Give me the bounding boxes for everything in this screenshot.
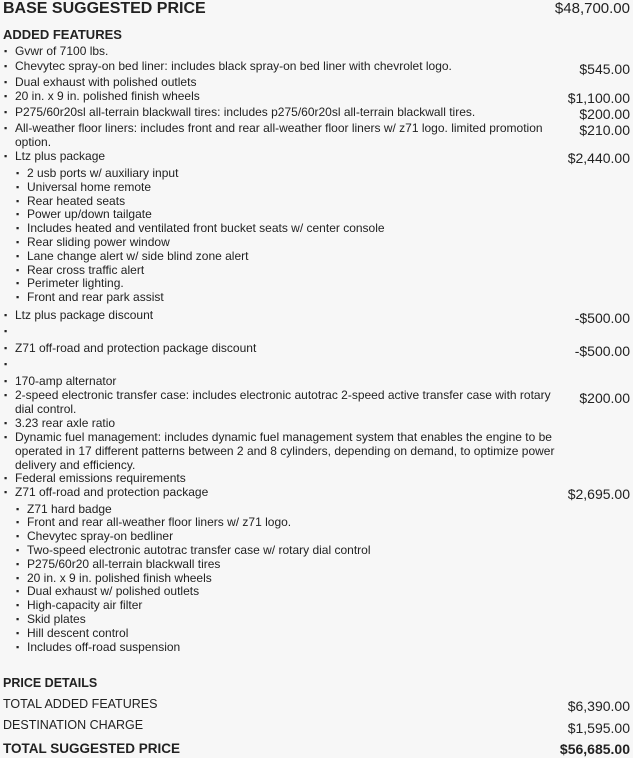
feature-text: Universal home remote (27, 180, 152, 194)
feature-price: -$500.00 (574, 310, 630, 326)
feature-text: High-capacity air filter (27, 598, 143, 612)
feature-item (0, 471, 633, 485)
feature-text: Federal emissions requirements (15, 471, 186, 485)
bullet-icon: ▪ (16, 251, 20, 261)
feature-price: -$500.00 (574, 343, 630, 359)
feature-sub-item (0, 612, 633, 626)
feature-text: All-weather floor liners: includes front and rear all-weather floor liners w/ z71 logo. limited promotion option. (15, 121, 543, 149)
feature-item (0, 416, 633, 430)
feature-text: Hill descent control (27, 626, 129, 640)
feature-sub-item (0, 584, 633, 598)
feature-sub-item (0, 207, 633, 221)
bullet-icon: ▪ (16, 614, 20, 624)
bullet-icon: ▪ (4, 359, 8, 369)
bullet-icon: ▪ (4, 487, 8, 497)
feature-text: Chevytec spray-on bedliner (27, 529, 174, 543)
feature-text: Lane change alert w/ side blind zone alert (27, 249, 249, 263)
feature-text: Perimeter lighting. (27, 276, 124, 290)
bullet-icon: ▪ (16, 600, 20, 610)
bullet-icon: ▪ (16, 182, 20, 192)
feature-text: Gvwr of 7100 lbs. (15, 44, 109, 58)
feature-price: $200.00 (579, 106, 630, 122)
feature-item (0, 485, 633, 502)
destination-charge-value: $1,595.00 (567, 720, 630, 736)
total-added-features-label: TOTAL ADDED FEATURES (3, 697, 158, 711)
bullet-icon: ▪ (16, 642, 20, 652)
feature-text: Front and rear park assist (27, 290, 164, 304)
bullet-icon: ▪ (4, 326, 8, 336)
bullet-icon: ▪ (16, 237, 20, 247)
bullet-icon: ▪ (4, 61, 8, 71)
feature-item (0, 341, 633, 359)
feature-text: Skid plates (27, 612, 86, 626)
feature-text: 20 in. x 9 in. polished finish wheels (15, 89, 200, 103)
total-suggested-price-value: $56,685.00 (559, 741, 630, 757)
feature-sub-item (0, 249, 633, 263)
bullet-icon: ▪ (4, 418, 8, 428)
feature-sub-item (0, 180, 633, 194)
added-features-title: ADDED FEATURES (3, 27, 122, 42)
feature-text: 2 usb ports w/ auxiliary input (27, 166, 179, 180)
feature-item (0, 324, 633, 338)
bullet-icon: ▪ (16, 559, 20, 569)
feature-text: Rear cross traffic alert (27, 263, 145, 277)
feature-text: Dual exhaust with polished outlets (15, 75, 197, 89)
feature-text: Chevytec spray-on bed liner: includes black spray-on bed liner with chevrolet logo. (15, 59, 452, 73)
feature-sub-item (0, 263, 633, 277)
feature-sub-item (0, 626, 633, 640)
price-details-title: PRICE DETAILS (3, 676, 98, 690)
feature-price: $545.00 (579, 61, 630, 77)
feature-item (0, 59, 633, 77)
feature-sub-item (0, 529, 633, 543)
feature-text: Z71 hard badge (27, 502, 112, 516)
feature-item (0, 430, 633, 472)
feature-sub-item (0, 598, 633, 612)
feature-price: $2,440.00 (567, 150, 630, 166)
feature-sub-item (0, 276, 633, 290)
feature-item (0, 44, 633, 58)
feature-sub-item (0, 235, 633, 249)
feature-text: Ltz plus package discount (15, 308, 154, 322)
bullet-icon: ▪ (16, 531, 20, 541)
feature-text: P275/60r20sl all-terrain blackwall tires: includes p275/60r20sl all-terrain blackwall tires. (15, 105, 476, 119)
total-added-features-value: $6,390.00 (567, 698, 630, 714)
feature-text: Rear sliding power window (27, 235, 170, 249)
feature-sub-item (0, 194, 633, 208)
destination-charge-label: DESTINATION CHARGE (3, 718, 144, 732)
feature-price: $2,695.00 (567, 486, 630, 502)
bullet-icon: ▪ (16, 628, 20, 638)
feature-text: 2-speed electronic transfer case: includes electronic autotrac 2-speed active transfer case with rotary dial control. (15, 388, 551, 416)
feature-item (0, 357, 633, 371)
bullet-icon: ▪ (16, 573, 20, 583)
bullet-icon: ▪ (16, 223, 20, 233)
feature-sub-item (0, 543, 633, 557)
feature-sub-item (0, 221, 633, 235)
feature-text: 170-amp alternator (15, 374, 117, 388)
bullet-icon: ▪ (4, 432, 8, 442)
feature-price: $200.00 (579, 390, 630, 406)
bullet-icon: ▪ (4, 151, 8, 161)
feature-text: Two-speed electronic autotrac transfer case w/ rotary dial control (27, 543, 371, 557)
bullet-icon: ▪ (4, 107, 8, 117)
feature-text: Z71 off-road and protection package discount (15, 341, 257, 355)
bullet-icon: ▪ (4, 390, 8, 400)
feature-text: Front and rear all-weather floor liners w/ z71 logo. (27, 515, 292, 529)
bullet-icon: ▪ (4, 91, 8, 101)
bullet-icon: ▪ (16, 209, 20, 219)
feature-item (0, 89, 633, 106)
feature-item (0, 105, 633, 122)
feature-item (0, 374, 633, 388)
bullet-icon: ▪ (16, 586, 20, 596)
feature-sub-item (0, 640, 633, 654)
feature-sub-item (0, 515, 633, 529)
bullet-icon: ▪ (4, 376, 8, 386)
feature-sub-item (0, 571, 633, 585)
bullet-icon: ▪ (16, 196, 20, 206)
bullet-icon: ▪ (4, 473, 8, 483)
feature-item (0, 75, 633, 89)
feature-text: Includes heated and ventilated front bucket seats w/ center console (27, 221, 385, 235)
base-price-title: BASE SUGGESTED PRICE (3, 0, 206, 17)
feature-text: Z71 off-road and protection package (15, 485, 209, 499)
bullet-icon: ▪ (4, 310, 8, 320)
bullet-icon: ▪ (16, 504, 20, 514)
bullet-icon: ▪ (4, 343, 8, 353)
feature-text: Ltz plus package (15, 149, 106, 163)
feature-item (0, 388, 633, 416)
feature-text: P275/60r20 all-terrain blackwall tires (27, 557, 221, 571)
feature-item (0, 121, 633, 149)
feature-text: Dynamic fuel management: includes dynamic fuel management system that enables the engine to be operated in 17 different patterns between 2 and 8 cylinders, depending on demand, to optimize power delivery and efficiency. (15, 430, 555, 472)
feature-text: Dual exhaust w/ polished outlets (27, 584, 200, 598)
feature-sub-item (0, 502, 633, 516)
feature-sub-item (0, 166, 633, 180)
bullet-icon: ▪ (4, 77, 8, 87)
bullet-icon: ▪ (16, 168, 20, 178)
bullet-icon: ▪ (16, 545, 20, 555)
feature-price: $1,100.00 (567, 90, 630, 106)
feature-text: 3.23 rear axle ratio (15, 416, 116, 430)
feature-sub-item (0, 290, 633, 304)
total-suggested-price-label: TOTAL SUGGESTED PRICE (3, 741, 181, 756)
bullet-icon: ▪ (16, 265, 20, 275)
bullet-icon: ▪ (16, 517, 20, 527)
feature-item (0, 308, 633, 326)
bullet-icon: ▪ (4, 123, 8, 133)
feature-text: Rear heated seats (27, 194, 126, 208)
feature-price: $210.00 (579, 122, 630, 138)
feature-sub-item (0, 557, 633, 571)
bullet-icon: ▪ (4, 46, 8, 56)
feature-text: 20 in. x 9 in. polished finish wheels (27, 571, 212, 585)
base-price-value: $48,700.00 (554, 0, 630, 17)
bullet-icon: ▪ (16, 278, 20, 288)
feature-text: Power up/down tailgate (27, 207, 152, 221)
bullet-icon: ▪ (16, 292, 20, 302)
feature-text: Includes off-road suspension (27, 640, 181, 654)
feature-item (0, 149, 633, 166)
